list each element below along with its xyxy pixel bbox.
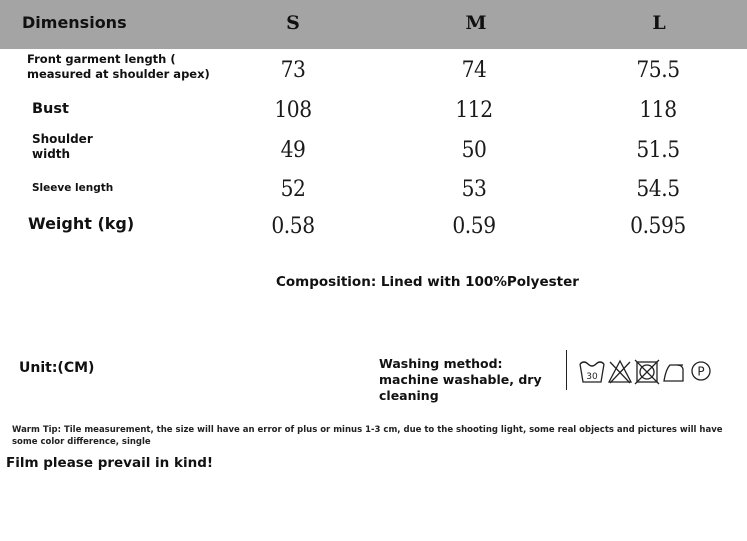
divider	[566, 350, 567, 390]
row-label-weight: Weight (kg)	[28, 214, 135, 233]
cell-front-length-l: 75.5	[636, 58, 680, 83]
cell-weight-m: 0.59	[452, 214, 496, 239]
cell-bust-s: 108	[274, 98, 312, 123]
warm-tip-text: Warm Tip: Tile measurement, the size will have an error of plus or minus 1-3 cm, due to the shooting light, some real objects and pictures will have some color difference, single	[12, 425, 723, 447]
cell-front-length-s: 73	[280, 58, 306, 83]
film-note: Film please prevail in kind!	[6, 455, 214, 471]
cell-front-length-m: 74	[461, 58, 487, 83]
header-size-l: L	[652, 12, 666, 34]
cell-bust-m: 112	[455, 98, 493, 123]
dry-clean-letter: P	[697, 364, 705, 379]
row-label-sleeve: Sleeve length	[32, 182, 114, 194]
table-header	[0, 0, 747, 49]
row-label-bust: Bust	[32, 101, 69, 117]
cell-sleeve-m: 53	[461, 177, 487, 202]
cell-sleeve-s: 52	[280, 177, 306, 202]
care-icons	[578, 355, 718, 387]
row-label-shoulder: Shoulder width	[32, 132, 93, 161]
cell-shoulder-s: 49	[280, 138, 306, 163]
washing-method-text: Washing method: machine washable, dry cleaning	[379, 356, 542, 403]
unit-label: Unit:(CM)	[19, 360, 95, 376]
cell-shoulder-l: 51.5	[636, 138, 680, 163]
wash-temp-text: 30	[586, 372, 598, 382]
cell-shoulder-m: 50	[461, 138, 487, 163]
header-dimensions: Dimensions	[22, 13, 127, 32]
cell-weight-l: 0.595	[630, 214, 686, 239]
iron-icon	[664, 365, 683, 381]
header-size-m: M	[465, 12, 487, 34]
cell-bust-l: 118	[639, 98, 677, 123]
wash-30-icon	[580, 362, 604, 382]
dry-clean-p-icon	[692, 362, 710, 380]
cell-sleeve-l: 54.5	[636, 177, 680, 202]
header-size-s: S	[286, 12, 300, 34]
no-tumble-dry-icon	[635, 360, 659, 384]
row-label-front-length: Front garment length ( measured at shoulder apex)	[27, 52, 210, 81]
no-bleach-icon	[609, 361, 631, 383]
cell-weight-s: 0.58	[271, 214, 315, 239]
composition-text: Composition: Lined with 100%Polyester	[276, 274, 579, 290]
